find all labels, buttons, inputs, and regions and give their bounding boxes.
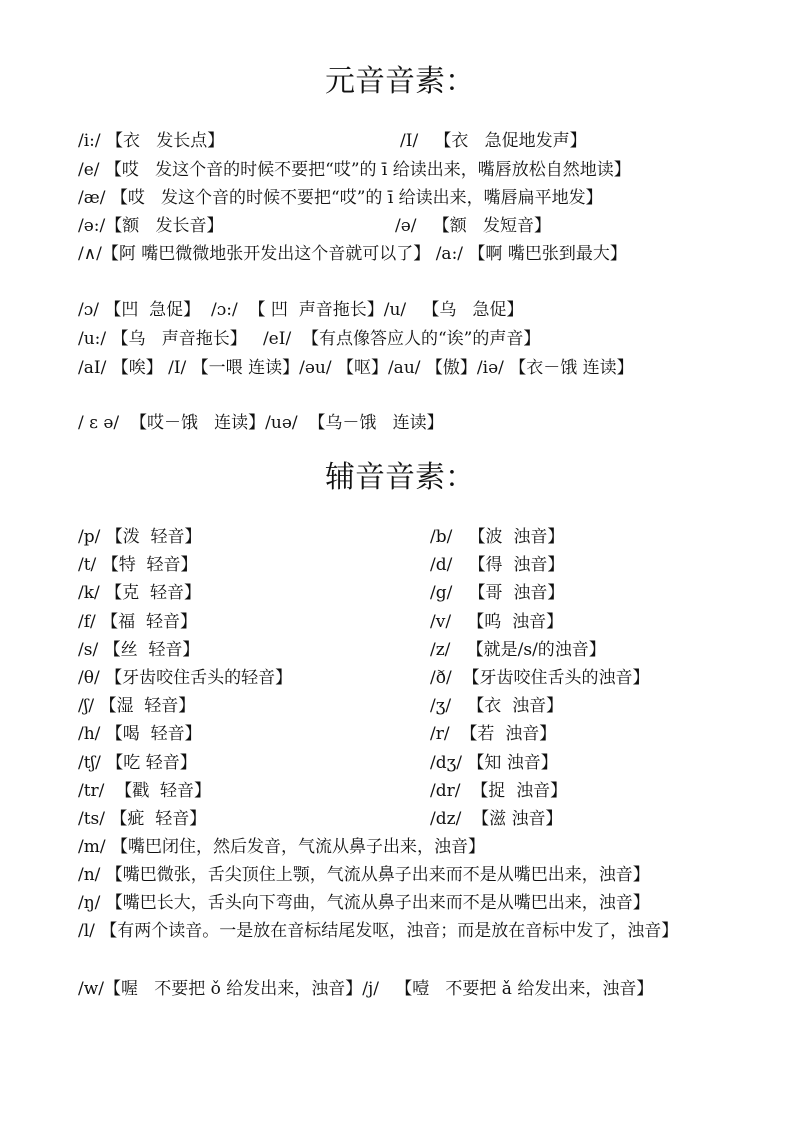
consonant-line-last: /w/【喔 不要把 ǒ 给发出来，浊音】/j/ 【噎 不要把 ǎ 给发出来，浊音】	[78, 979, 654, 999]
consonant-pair-right: /d/ 【得 浊音】	[430, 555, 565, 576]
consonant-pair-right: /dr/ 【捉 浊音】	[430, 780, 568, 801]
consonant-pair-left: /tr/ 【戳 轻音】	[78, 780, 212, 801]
vowel-line: /æ/ 【哎 发这个音的时候不要把“哎”的 ī 给读出来，嘴唇扁平地发】	[78, 188, 603, 208]
vowel-line: /i:/ 【衣 发长点】	[78, 131, 225, 151]
vowel-line-right: /ə/ 【额 发短音】	[395, 216, 551, 236]
consonant-pair-right: /dʒ/ 【知 浊音】	[430, 752, 558, 773]
consonant-pair-right: /b/ 【波 浊音】	[430, 527, 565, 547]
consonant-pair-left: /θ/ 【牙齿咬住舌头的轻音】	[78, 668, 293, 688]
vowel-section-title: 元音音素：	[325, 64, 475, 99]
vowel-line: / ε ə/ 【哎－饿 连读】/uə/ 【乌－饿 连读】	[78, 413, 444, 433]
vowel-line: /∧/【阿 嘴巴微微地张开发出这个音就可以了】 /a:/ 【啊 嘴巴张到最大】	[78, 244, 627, 264]
consonant-pair-left: /ʃ/ 【湿 轻音】	[78, 696, 196, 717]
vowel-line: /u:/ 【乌 声音拖长】 /eI/ 【有点像答应人的“诶”的声音】	[78, 329, 541, 349]
consonant-pair-right: /dz/ 【滋 浊音】	[430, 809, 563, 829]
consonant-pair-right: /r/ 【若 浊音】	[430, 724, 557, 745]
consonant-pair-right: /z/ 【就是/s/的浊音】	[430, 639, 606, 660]
consonant-line: /m/ 【嘴巴闭住，然后发音，气流从鼻子出来，浊音】	[78, 837, 485, 857]
vowel-line: /ə:/【额 发长音】	[78, 216, 224, 236]
vowel-line: /aI/ 【唉】 /I/ 【一喂 连读】/əu/ 【呕】/au/ 【傲】/iə/ 【衣－饿 连读】	[78, 358, 634, 378]
consonant-line: /n/ 【嘴巴微张，舌尖顶住上颚，气流从鼻子出来而不是从嘴巴出来，浊音】	[78, 865, 650, 885]
consonant-pair-left: /tʃ/ 【吃 轻音】	[78, 752, 197, 773]
consonant-pair-right: /ʒ/ 【衣 浊音】	[430, 696, 564, 717]
vowel-line: /e/ 【哎 发这个音的时候不要把“哎”的 ī 给读出来，嘴唇放松自然地读】	[78, 160, 631, 180]
consonant-pair-left: /f/ 【福 轻音】	[78, 611, 197, 632]
consonant-pair-left: /k/ 【克 轻音】	[78, 583, 201, 604]
consonant-pair-left: /p/ 【泼 轻音】	[78, 527, 202, 547]
consonant-line: /l/ 【有两个读音。一是放在音标结尾发呕，浊音；而是放在音标中发了，浊音】	[78, 921, 679, 941]
consonant-pair-left: /ts/ 【疵 轻音】	[78, 809, 207, 829]
vowel-line: /ɔ/ 【凹 急促】 /ɔ:/ 【 凹 声音拖长】/u/ 【乌 急促】	[78, 300, 524, 320]
consonant-pair-left: /s/ 【丝 轻音】	[78, 639, 200, 660]
consonant-pair-right: /g/ 【哥 浊音】	[430, 583, 565, 604]
consonant-pair-left: /h/ 【喝 轻音】	[78, 724, 202, 745]
consonant-pair-right: /v/ 【呜 浊音】	[430, 611, 564, 632]
consonant-pair-left: /t/ 【特 轻音】	[78, 555, 198, 576]
consonant-section-title: 辅音音素：	[325, 460, 475, 495]
vowel-line-right: /I/ 【衣 急促地发声】	[400, 131, 587, 151]
consonant-pair-right: /ð/ 【牙齿咬住舌头的浊音】	[430, 668, 650, 688]
consonant-line: /ŋ/ 【嘴巴长大，舌头向下弯曲，气流从鼻子出来而不是从嘴巴出来，浊音】	[78, 893, 650, 913]
